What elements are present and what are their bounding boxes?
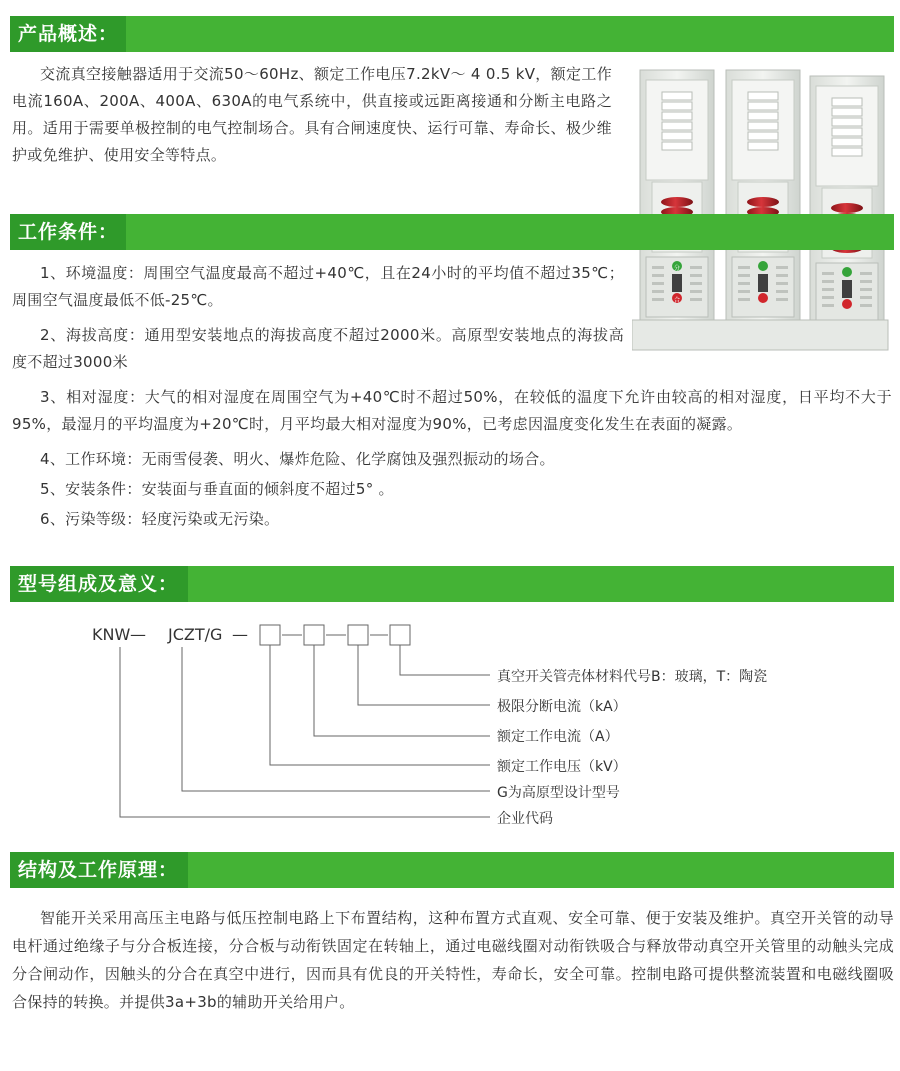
leader-material: [400, 645, 490, 675]
model-dash-2: —: [232, 625, 248, 644]
photo-open-label: 分: [673, 265, 681, 272]
section-bar-principle: [10, 852, 894, 888]
section-bar-model: [10, 566, 894, 602]
model-box-breaking: [348, 625, 368, 645]
model-label-current: 额定工作电流（A）: [497, 729, 619, 745]
model-label-voltage: 额定工作电压（kV）: [497, 759, 627, 775]
condition-item-6: 6、污染等级：轻度污染或无污染。: [40, 510, 280, 528]
model-label-g: G为高原型设计型号: [497, 785, 620, 801]
model-box-current: [304, 625, 324, 645]
section-bar-overview: [10, 16, 894, 52]
principle-paragraph: 智能开关采用高压主电路与低压控制电路上下布置结构，这种布置方式直观、安全可靠、便于安装及维护。真空开关管的动导电杆通过绝缘子与分合板连接，分合板与动衔铁固定在转轴上，通过电磁线圈对动衔铁吸合与释放带动真空开关管里的动触头完成分合闸动作，因触头的分合在真空中进行，因而具有优良的开关特性，寿命长，安全可靠。控制电路可提供整流装置和电磁线圈吸合保持的转换。并提供3a+3b的辅助开关给用户。: [12, 909, 894, 1011]
section-title-conditions: 工作条件：: [10, 214, 126, 250]
condition-item-3: 3、相对湿度：大气的相对湿度在周围空气为+40℃时不超过50%，在较低的温度下允许由较高的相对湿度，日平均不大于95%，最湿月的平均温度为+20℃时，月平均最大相对湿度为90%，已考虑因温度变化发生在表面的凝露。: [12, 388, 892, 433]
condition-item-2: 2、海拔高度：通用型安装地点的海拔高度不超过2000米。高原型安装地点的海拔高度不超过3000米: [12, 326, 624, 371]
model-box-voltage: [260, 625, 280, 645]
contactor-product-photo: [632, 52, 892, 354]
section-title-overview: 产品概述：: [10, 16, 126, 52]
model-code-diagram: [92, 615, 812, 840]
overview-paragraph: 交流真空接触器适用于交流50～60Hz、额定工作电压7.2kV～ 4 0.5 kV，额定工作电流160A、200A、400A、630A的电气系统中，供直接或远距离接通和分断主电路之用。适用于需要单极控制的电气控制场合。具有合闸速度快、运行可靠、寿命长、极少维护或免维护、使用安全等特点。: [12, 65, 612, 164]
condition-item-1: 1、环境温度：周围空气温度最高不超过+40℃，且在24小时的平均值不超过35℃；周围空气温度最低不低-25℃。: [12, 264, 624, 309]
model-label-breaking: 极限分断电流（kA）: [497, 699, 627, 715]
leader-current: [314, 645, 490, 736]
model-dash-1: —: [130, 625, 146, 644]
model-prefix: KNW: [92, 625, 131, 644]
model-label-enterprise: 企业代码: [497, 811, 553, 827]
photo-close-label: 合: [673, 297, 681, 304]
model-label-material: 真空开关管壳体材料代号B：玻璃，T：陶瓷: [497, 669, 768, 685]
leader-g: [182, 647, 490, 791]
model-box-material: [390, 625, 410, 645]
model-middle: JCZT/G: [168, 625, 223, 644]
condition-item-4: 4、工作环境：无雨雪侵袭、明火、爆炸危险、化学腐蚀及强烈振动的场合。: [40, 450, 555, 468]
condition-item-5: 5、安装条件：安装面与垂直面的倾斜度不超过5° 。: [40, 480, 394, 498]
section-title-principle: 结构及工作原理：: [10, 852, 188, 888]
section-bar-conditions: [10, 214, 894, 250]
section-title-model: 型号组成及意义：: [10, 566, 188, 602]
